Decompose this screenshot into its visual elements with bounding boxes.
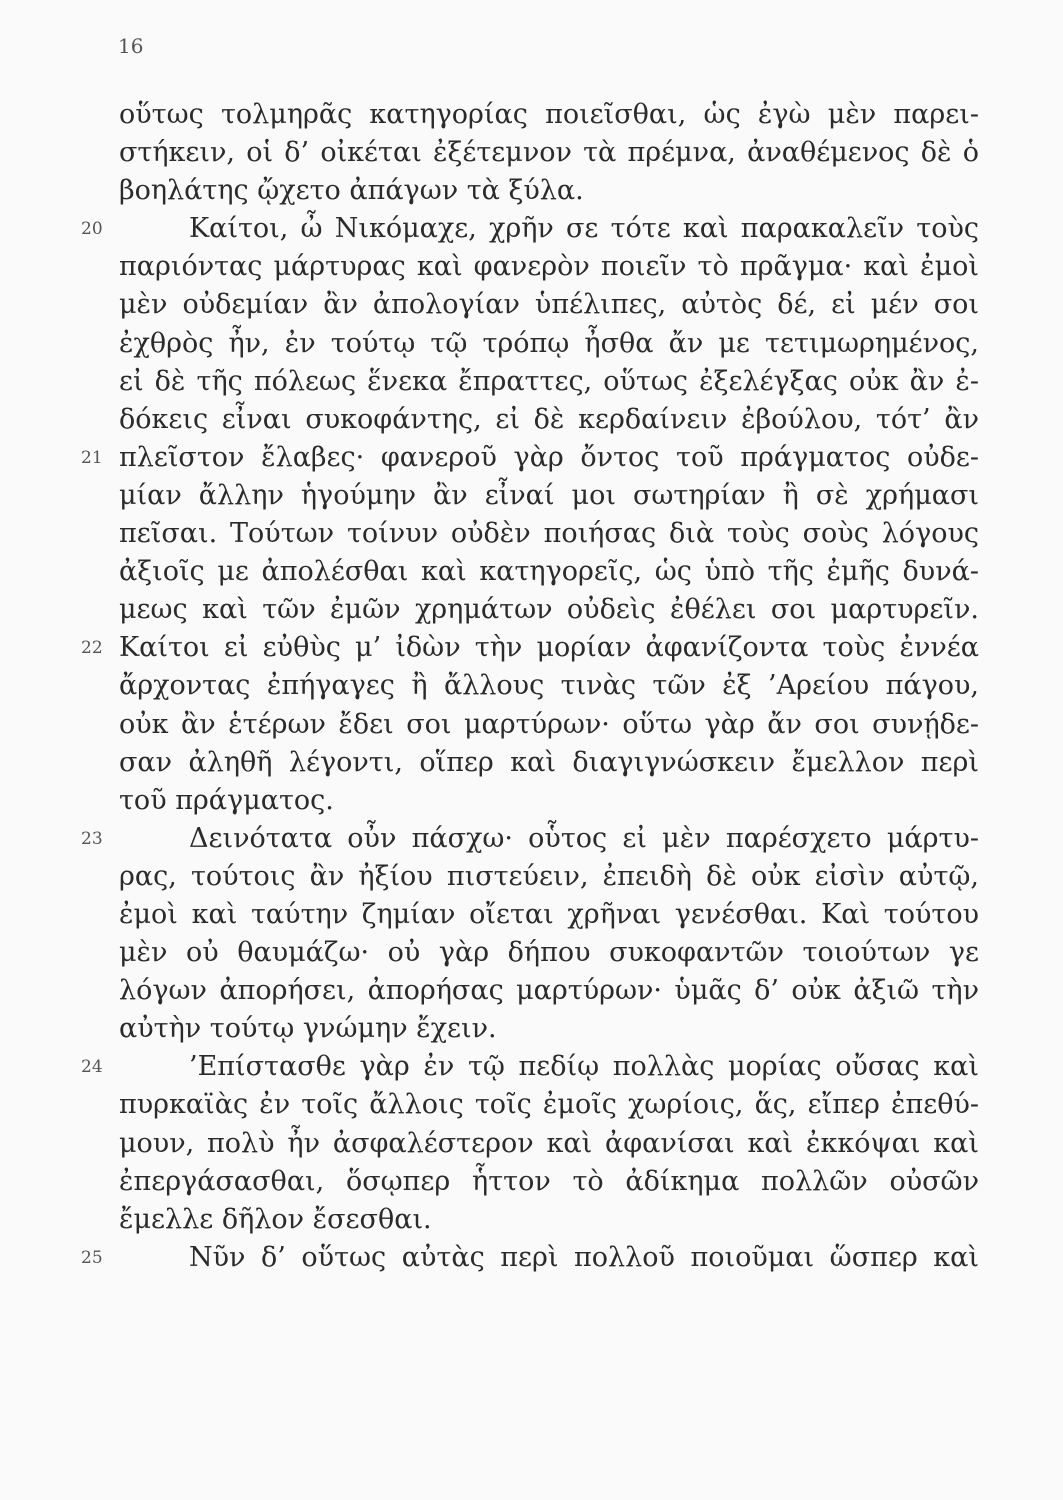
text-line <box>81 1239 979 1277</box>
text-line <box>119 553 979 591</box>
line-text: ρας, τούτοις ἂν ἠξίου πιστεύειν, ἐπειδὴ δὲ οὐκ εἰσὶν αὐτῷ, <box>119 860 979 892</box>
line-text: Καίτοι εἰ εὐθὺς μ’ ἰδὼν τὴν μορίαν ἀφανίζοντα τοὺς ἐννέα <box>119 632 979 664</box>
line-text: σαν ἀληθῆ λέγοντι, οἵπερ καὶ διαγιγνώσκειν ἔμελλον περὶ <box>119 746 979 778</box>
text-line <box>119 1010 979 1048</box>
text-line <box>119 477 979 515</box>
text-line <box>119 248 979 286</box>
section-number: 22 <box>81 638 103 659</box>
text-line <box>119 896 979 934</box>
line-text: ἐμοὶ καὶ ταύτην ζημίαν οἴεται χρῆναι γενέσθαι. Καὶ τούτου <box>119 898 979 930</box>
line-text: εἰ δὲ τῆς πόλεως ἕνεκα ἔπραττες, οὕτως ἐξελέγξας οὐκ ἂν ἐ- <box>119 365 979 397</box>
line-text: μίαν ἄλλην ἡγούμην ἂν εἶναί μοι σωτηρίαν ἢ σὲ χρήμασι <box>119 479 979 511</box>
text-line <box>119 1201 979 1239</box>
line-text: λόγων ἀπορήσει, ἀπορήσας μαρτύρων· ὑμᾶς δ’ οὐκ ἀξιῶ τὴν <box>119 975 979 1007</box>
text-line <box>119 706 979 744</box>
text-line <box>119 286 979 324</box>
line-text: ἄρχοντας ἐπήγαγες ἢ ἄλλους τινὰς τῶν ἐξ ’Αρείου πάγου, <box>119 670 979 702</box>
text-line <box>119 972 979 1010</box>
line-text: ἔμελλε δῆλον ἔσεσθαι. <box>119 1203 432 1235</box>
line-text: ἐχθρὸς ἦν, ἐν τούτῳ τῷ τρόπῳ ἦσθα ἄν με τετιμωρημένος, <box>119 327 979 359</box>
text-line <box>119 1125 979 1163</box>
line-text: πεῖσαι. Τούτων τοίνυν οὐδὲν ποιήσας διὰ τοὺς σοὺς λόγους <box>119 518 979 550</box>
text-line <box>119 1163 979 1201</box>
text-line <box>81 1048 979 1086</box>
text-line <box>119 325 979 363</box>
section-number: 21 <box>81 447 103 468</box>
section-number: 25 <box>81 1247 103 1268</box>
line-text: δόκεις εἶναι συκοφάντης, εἰ δὲ κερδαίνειν ἐβούλου, τότ’ ἂν <box>119 403 979 435</box>
line-text: στήκειν, οἱ δ’ οἰκέται ἐξέτεμνον τὰ πρέμνα, ἀναθέμενος δὲ ὁ <box>119 137 979 169</box>
section-number: 23 <box>81 828 103 849</box>
text-line <box>81 820 979 858</box>
text-line <box>119 134 979 172</box>
line-text: ’Επίστασθε γὰρ ἐν τῷ πεδίῳ πολλὰς μορίας οὔσας καὶ <box>189 1051 979 1083</box>
page-number: 16 <box>118 34 144 58</box>
text-line <box>119 363 979 401</box>
text-line <box>119 591 979 629</box>
line-text: οὕτως τολμηρᾶς κατηγορίας ποιεῖσθαι, ὡς ἐγὼ μὲν παρει- <box>119 99 979 130</box>
line-text: οὐκ ἂν ἑτέρων ἔδει σοι μαρτύρων· οὕτω γὰρ ἄν σοι συνῄδε- <box>119 708 979 740</box>
line-text: πυρκαϊὰς ἐν τοῖς ἄλλοις τοῖς ἐμοῖς χωρίοις, ἅς, εἴπερ ἐπεθύ- <box>119 1089 979 1121</box>
text-line <box>119 934 979 972</box>
text-line <box>81 629 979 667</box>
line-text: Καίτοι, ὦ Νικόμαχε, χρῆν σε τότε καὶ παρακαλεῖν τοὺς <box>189 213 979 245</box>
text-line <box>119 401 979 439</box>
text-line <box>119 782 979 820</box>
text-block <box>81 96 979 1277</box>
line-text: Δεινότατα οὖν πάσχω· οὗτος εἰ μὲν παρέσχετο μάρτυ- <box>189 822 979 854</box>
section-number: 24 <box>81 1057 103 1078</box>
text-line <box>81 439 979 477</box>
line-text: μεως καὶ τῶν ἐμῶν χρημάτων οὐδεὶς ἐθέλει σοι μαρτυρεῖν. <box>119 594 979 626</box>
text-line <box>119 172 979 210</box>
text-line <box>119 744 979 782</box>
text-line <box>119 515 979 553</box>
text-line <box>119 858 979 896</box>
line-text: Νῦν δ’ οὕτως αὐτὰς περὶ πολλοῦ ποιοῦμαι ὥσπερ καὶ <box>189 1241 979 1273</box>
line-text: μὲν οὐδεμίαν ἂν ἀπολογίαν ὑπέλιπες, αὐτὸς δέ, εἰ μέν σοι <box>119 289 979 321</box>
line-text: τοῦ πράγματος. <box>119 784 334 816</box>
text-line <box>119 667 979 705</box>
text-line <box>119 96 979 134</box>
line-text: αὐτὴν τούτῳ γνώμην ἔχειν. <box>119 1013 497 1045</box>
line-text: βοηλάτης ᾤχετο ἀπάγων τὰ ξύλα. <box>119 175 584 207</box>
line-text: μουν, πολὺ ἦν ἀσφαλέστερον καὶ ἀφανίσαι καὶ ἐκκόψαι καὶ <box>119 1127 979 1159</box>
line-text: ἐπεργάσασθαι, ὅσῳπερ ἧττον τὸ ἀδίκημα πολλῶν οὐσῶν <box>119 1165 979 1197</box>
line-text: παριόντας μάρτυρας καὶ φανερὸν ποιεῖν τὸ πρᾶγμα· καὶ ἐμοὶ <box>119 251 979 283</box>
line-text: πλεῖστον ἔλαβες· φανεροῦ γὰρ ὄντος τοῦ πράγματος οὐδε- <box>119 441 979 473</box>
text-line <box>119 1086 979 1124</box>
line-text: μὲν οὐ θαυμάζω· οὐ γὰρ δήπου συκοφαντῶν τοιούτων γε <box>119 937 979 969</box>
section-number: 20 <box>81 219 103 240</box>
text-line <box>81 210 979 248</box>
line-text: ἀξιοῖς με ἀπολέσθαι καὶ κατηγορεῖς, ὡς ὑπὸ τῆς ἐμῆς δυνά- <box>119 556 979 588</box>
